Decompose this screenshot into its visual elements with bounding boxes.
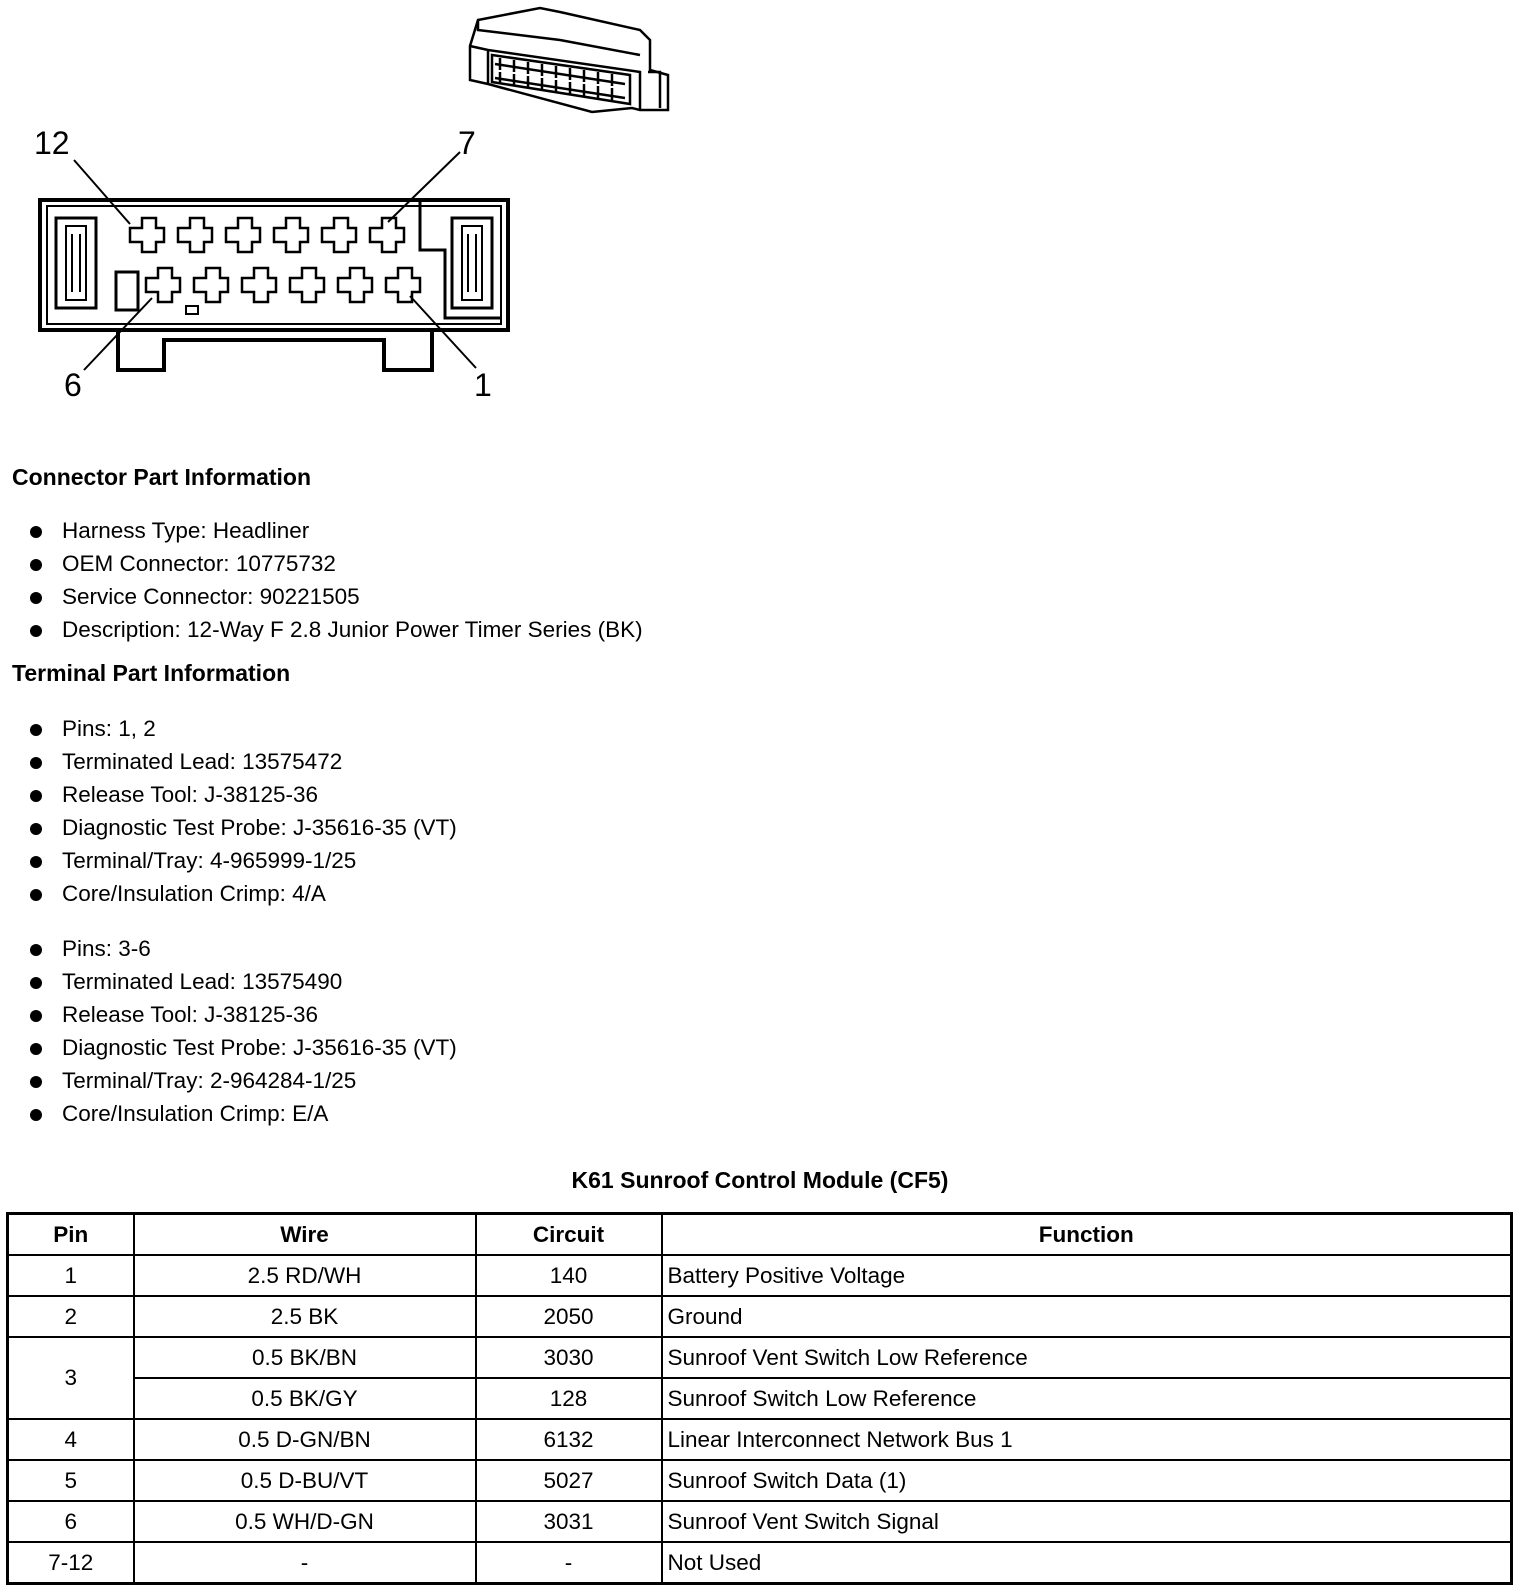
cell-function: Battery Positive Voltage (662, 1255, 1512, 1296)
list-item: Diagnostic Test Probe: J-35616-35 (VT) (30, 811, 457, 844)
list-item: Terminal/Tray: 4-965999-1/25 (30, 844, 457, 877)
cell-wire: 0.5 D-BU/VT (134, 1460, 476, 1501)
cell-pin: 5 (8, 1460, 134, 1501)
list-item: Release Tool: J-38125-36 (30, 998, 457, 1031)
table-row (8, 1501, 1512, 1542)
cell-circuit: 5027 (476, 1460, 662, 1501)
cell-wire: 0.5 D-GN/BN (134, 1419, 476, 1460)
list-item: Terminal/Tray: 2-964284-1/25 (30, 1064, 457, 1097)
cell-function: Sunroof Switch Data (1) (662, 1460, 1512, 1501)
cell-pin: 2 (8, 1296, 134, 1337)
cell-pin: 6 (8, 1501, 134, 1542)
list-item: Service Connector: 90221505 (30, 580, 643, 613)
table-row (8, 1460, 1512, 1501)
pin-label-12: 12 (34, 125, 70, 161)
table-row (8, 1542, 1512, 1584)
column-header-pin: Pin (8, 1214, 134, 1256)
cell-circuit: 3030 (476, 1337, 662, 1378)
list-item: Pins: 1, 2 (30, 712, 457, 745)
pin-label-1: 1 (474, 367, 492, 403)
table-row (8, 1419, 1512, 1460)
leader-lines (74, 152, 476, 370)
cell-pin: 1 (8, 1255, 134, 1296)
table-title: K61 Sunroof Control Module (CF5) (571, 1167, 949, 1193)
cell-wire: 0.5 WH/D-GN (134, 1501, 476, 1542)
cell-wire: 0.5 BK/GY (134, 1378, 476, 1419)
cell-circuit: - (476, 1542, 662, 1584)
top-row-cavities (130, 218, 404, 252)
table-row (8, 1337, 1512, 1378)
cell-function: Sunroof Vent Switch Signal (662, 1501, 1512, 1542)
connector-diagram (0, 0, 700, 420)
cell-wire: - (134, 1542, 476, 1584)
list-item: OEM Connector: 10775732 (30, 547, 643, 580)
table-row (8, 1378, 1512, 1419)
column-header-circuit: Circuit (476, 1214, 662, 1256)
terminal-info-group-1 (30, 712, 457, 910)
cell-pin: 3 (8, 1337, 134, 1419)
list-item: Description: 12-Way F 2.8 Junior Power Timer Series (BK) (30, 613, 643, 646)
terminal-info-group-2 (30, 932, 457, 1130)
cell-function: Not Used (662, 1542, 1512, 1584)
list-item: Harness Type: Headliner (30, 514, 643, 547)
cell-circuit: 6132 (476, 1419, 662, 1460)
list-item: Diagnostic Test Probe: J-35616-35 (VT) (30, 1031, 457, 1064)
list-item: Core/Insulation Crimp: E/A (30, 1097, 457, 1130)
cell-wire: 2.5 BK (134, 1296, 476, 1337)
pinout-table (6, 1212, 1513, 1585)
cell-function: Linear Interconnect Network Bus 1 (662, 1419, 1512, 1460)
cell-wire: 2.5 RD/WH (134, 1255, 476, 1296)
cell-wire: 0.5 BK/BN (134, 1337, 476, 1378)
table-row (8, 1296, 1512, 1337)
column-header-wire: Wire (134, 1214, 476, 1256)
bottom-row-cavities (146, 268, 420, 302)
cell-circuit: 3031 (476, 1501, 662, 1542)
column-header-function: Function (662, 1214, 1512, 1256)
cell-pin: 4 (8, 1419, 134, 1460)
cell-function: Ground (662, 1296, 1512, 1337)
connector-3d-illustration (470, 8, 668, 112)
pin-label-7: 7 (458, 125, 476, 161)
list-item: Pins: 3-6 (30, 932, 457, 965)
cell-pin: 7-12 (8, 1542, 134, 1584)
cell-circuit: 140 (476, 1255, 662, 1296)
cell-function: Sunroof Vent Switch Low Reference (662, 1337, 1512, 1378)
table-row (8, 1255, 1512, 1296)
terminal-info-title: Terminal Part Information (12, 660, 291, 686)
cell-circuit: 2050 (476, 1296, 662, 1337)
cell-function: Sunroof Switch Low Reference (662, 1378, 1512, 1419)
cell-circuit: 128 (476, 1378, 662, 1419)
pin-label-6: 6 (64, 367, 82, 403)
list-item: Terminated Lead: 13575472 (30, 745, 457, 778)
table-header-row (8, 1214, 1512, 1256)
list-item: Core/Insulation Crimp: 4/A (30, 877, 457, 910)
connector-info-title: Connector Part Information (12, 464, 312, 490)
list-item: Terminated Lead: 13575490 (30, 965, 457, 998)
connector-info-list (30, 514, 643, 646)
list-item: Release Tool: J-38125-36 (30, 778, 457, 811)
